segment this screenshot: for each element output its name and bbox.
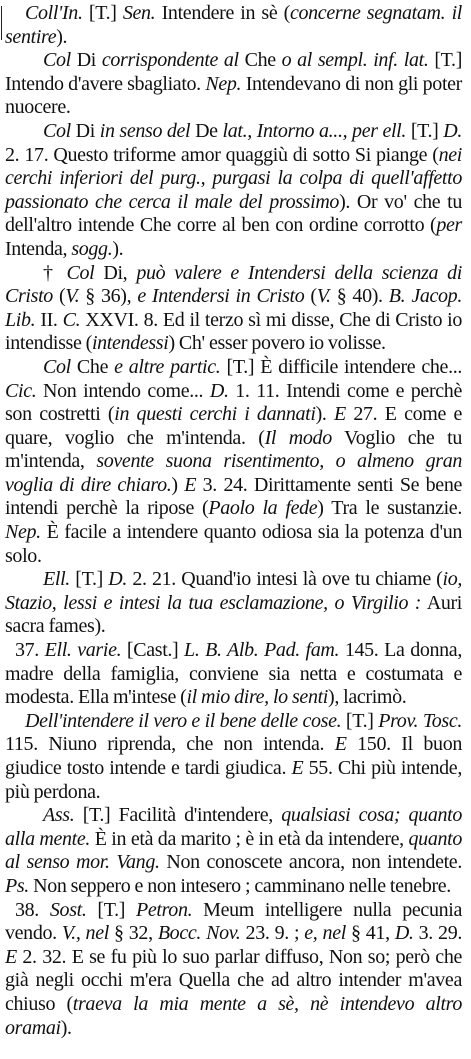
text-run: Di, <box>94 261 137 284</box>
text-run: 3. 29. <box>413 922 462 945</box>
text-run: [T.] Facilità d'intendere, <box>74 804 282 827</box>
italic-run: Cic. <box>5 379 37 402</box>
italic-run: Petron. <box>136 898 193 921</box>
italic-run: V. <box>316 285 331 308</box>
italic-run: lat., Intorno a..., per ell. <box>222 119 407 142</box>
italic-run: il mio dire, lo senti <box>186 686 329 709</box>
text-run: ). <box>56 25 68 48</box>
text-run: Che <box>70 355 115 378</box>
text-run: ). <box>112 237 124 260</box>
text-run: È facile a intendere quanto odiosa sia la potenza d'un solo. <box>5 521 462 567</box>
italic-run: Col <box>66 261 95 284</box>
italic-run: io, Stazio, lessi e intesi la tua esclamazione, o Virgilio : <box>5 568 462 614</box>
italic-run: B. Jacop. Lib. <box>5 285 462 331</box>
italic-run: Ass. <box>43 804 75 827</box>
italic-run: Col <box>43 355 71 378</box>
text-run: 150. Il buon giudice tosto intende e tardi giudica. <box>5 733 462 779</box>
italic-run: D. <box>443 119 463 142</box>
italic-run: e altre partic. <box>114 355 221 378</box>
text-run: ( <box>52 285 66 308</box>
text-run: [T.] <box>88 2 123 24</box>
text-run: ), lacrimò. <box>328 686 407 709</box>
text-run: XXVI. 8. Ed il terzo sì mi disse, Che di Cristo io intendisse ( <box>5 308 462 355</box>
italic-run: Paolo la fede <box>208 497 318 520</box>
italic-run: D. <box>209 379 229 402</box>
italic-run: qualsiasi cosa; quanto alla mente. <box>5 804 462 850</box>
text-run: ). Or vo' che tu dell'altro intende Che corre al ben con ordine corrotto ( <box>5 190 462 237</box>
entry-paragraph-8 <box>5 710 462 804</box>
italic-run: Nep. <box>205 72 242 95</box>
text-run: † <box>43 261 67 284</box>
italic-run: Il modo <box>264 426 332 449</box>
italic-run: D. <box>108 568 127 591</box>
text-run: [T.] Intendo d'avere sbagliato. <box>5 49 462 95</box>
italic-run: concerne segnatam. il sentire <box>5 2 462 48</box>
text-run: Voglio che tu m'intenda, <box>5 426 462 473</box>
text-run: [T.] <box>341 709 379 732</box>
italic-run: V., nel <box>61 922 109 945</box>
italic-run: Ell. varie. <box>44 639 122 662</box>
italic-run: sovente suona risentimento, o almeno gran voglia di dire chiaro. <box>5 450 462 496</box>
text-run: Intendere in sè ( <box>155 2 290 24</box>
italic-run: Sen. <box>122 2 156 24</box>
italic-run: Prov. Tosc. <box>378 709 463 732</box>
entry-paragraph-5 <box>5 356 462 568</box>
italic-run: e Intendersi in Cristo <box>137 285 305 308</box>
italic-run: C. <box>62 308 81 331</box>
text-run: II. <box>35 308 63 331</box>
italic-run: Col <box>43 49 71 72</box>
text-run: 38. <box>15 898 50 921</box>
text-run: Non intendo come... <box>36 379 210 402</box>
italic-run: E <box>334 733 347 756</box>
text-run: [T.] È difficile intendere che... <box>220 355 463 378</box>
text-run: ). <box>315 403 335 426</box>
italic-run: quanto al senso mor. Vang. <box>5 827 462 874</box>
text-run: Meum intelligere nulla pecunia vendo. <box>5 898 462 945</box>
italic-run: sogg. <box>71 237 113 260</box>
text-run: [T.] <box>69 568 109 591</box>
text-run: ) Tra le sustanzie. <box>317 497 462 520</box>
text-run: Di <box>70 119 100 142</box>
italic-run: E <box>184 473 197 496</box>
entry-paragraph-10 <box>5 899 462 1041</box>
text-run: 2. 17. Questo triforme amor quaggiù di sotto Si piange ( <box>5 143 439 166</box>
italic-run: in senso del <box>99 119 191 142</box>
text-run: § 41, <box>345 922 395 945</box>
italic-run: o al sempl. inf. lat. <box>281 49 429 72</box>
text-run: 2. 32. E se fu più lo suo parlar diffuso, Non so; però che già negli occhi m'era Quella che ad altro intender m'avea chiuso ( <box>5 945 462 1015</box>
entry-paragraph-6 <box>5 568 462 639</box>
text-run: ) <box>171 473 185 496</box>
italic-run: Nep. <box>5 521 41 544</box>
entry-paragraph-3 <box>5 120 462 262</box>
italic-run: Dell'intendere il vero e il bene delle cose. <box>25 709 342 732</box>
entry-paragraph-7 <box>5 639 462 710</box>
text-run: § 36), <box>79 285 138 308</box>
text-run: [T.] <box>86 898 136 921</box>
entry-paragraph-2 <box>5 49 462 120</box>
italic-run: in questi cerchi i dannati <box>114 403 316 426</box>
italic-run: D. <box>394 922 414 945</box>
entry-paragraph-9 <box>5 804 462 898</box>
text-run: § 40). <box>330 285 389 308</box>
text-run: ) Ch' esser povero io volisse. <box>168 332 386 355</box>
italic-run: Sost. <box>49 898 87 921</box>
text-run: De <box>190 119 223 142</box>
text-run: Non conoscete ancora, non intendete. <box>159 851 462 874</box>
italic-run: nei cerchi inferiori del purg., purgasi la colpa di quell'affetto passionato che cerca il male del prossimo <box>5 143 462 213</box>
text-run: Non seppero e non intesero ; camminano nelle tenebre. <box>28 874 451 897</box>
text-run: 2. 21. Quand'io intesi là ove tu chiame ( <box>127 568 443 591</box>
text-run: 115. Niuno riprenda, che non intenda. <box>5 733 335 756</box>
italic-run: E <box>334 403 346 426</box>
text-run: È in età da marito ; è in età da intendere, <box>90 827 409 850</box>
text-run: 23. 9. ; <box>240 922 305 945</box>
italic-run: Bocc. Nov. <box>157 922 241 945</box>
italic-run: e, nel <box>304 922 346 945</box>
italic-run: può valere e Intendersi della scienza di Cristo <box>5 261 462 308</box>
text-run: § 32, <box>108 922 158 945</box>
text-run: Intenda, <box>5 237 72 260</box>
italic-run: Col <box>43 119 71 142</box>
text-run: [T.] <box>406 119 444 142</box>
italic-run: E <box>5 945 17 968</box>
italic-run: L. B. Alb. Pad. fam. <box>184 639 340 662</box>
italic-run: traeva la mia mente a sè, nè intendevo altro oramai <box>5 992 462 1039</box>
text-run: 37. <box>15 639 45 662</box>
margin-mark <box>1 6 2 40</box>
text-run: 55. Chi più intende, più perdona. <box>5 757 462 803</box>
text-run: ( <box>304 285 317 308</box>
text-run: 145. La donna, madre della famiglia, conviene sia netta e costumata e modesta. Ella m'intese ( <box>5 639 462 709</box>
italic-run: E <box>291 757 304 779</box>
text-run: Di <box>70 49 102 72</box>
text-run: 27. E come e quare, voglio che m'intenda. ( <box>5 403 462 449</box>
text-run: Auri sacra fames). <box>5 591 462 638</box>
text-run: Intendevano di non gli poter nuocere. <box>5 72 462 119</box>
entry-paragraph-1 <box>5 2 462 49</box>
text-run: [Cast.] <box>121 639 185 662</box>
italic-run: Ell. <box>43 568 70 591</box>
text-run: 1. 11. Intendi come e perchè son costretti ( <box>5 379 462 426</box>
italic-run: Ps. <box>5 874 29 897</box>
italic-run: intendessi <box>91 332 169 355</box>
text-run: Che <box>238 49 282 72</box>
italic-run: V. <box>65 285 80 308</box>
entry-paragraph-4 <box>5 262 462 356</box>
italic-run: Coll'In. <box>25 2 89 24</box>
text-run: ). <box>60 1016 72 1039</box>
italic-run: per <box>436 214 462 237</box>
italic-run: corrispondente al <box>101 49 239 72</box>
text-run: 3. 24. Dirittamente senti Se bene intendi perchè la ripose ( <box>5 473 463 520</box>
